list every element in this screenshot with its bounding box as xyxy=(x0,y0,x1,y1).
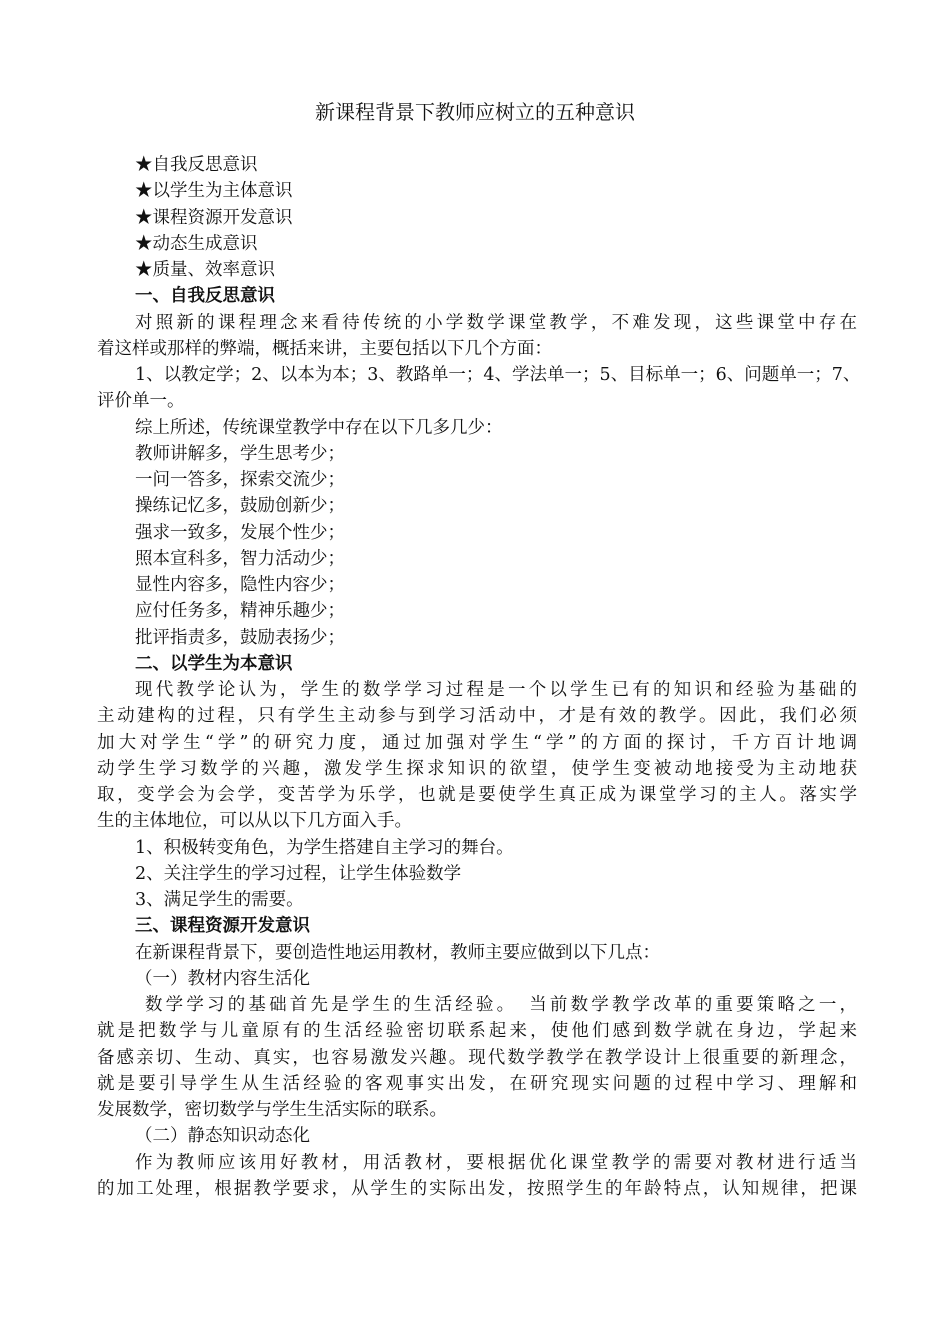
paragraph-line: 着这样或那样的弊端，概括来讲，主要包括以下几个方面： xyxy=(97,338,552,359)
list-item: 显性内容多，隐性内容少； xyxy=(135,575,345,595)
section-heading: 一、自我反思意识 xyxy=(135,286,275,307)
list-item: 应付任务多，精神乐趣少； xyxy=(135,601,345,622)
paragraph-line: 取，变学会为会学，变苦学为乐学，也就是要使学生真正成为课堂学习的主人。落实学 xyxy=(97,785,857,805)
paragraph-line: 在新课程背景下，要创造性地运用教材，教师主要应做到以下几点： xyxy=(135,942,660,963)
paragraph-line: 生的主体地位，可以从以下几方面入手。 xyxy=(97,811,412,832)
paragraph-line: 现代教学论认为，学生的数学学习过程是一个以学生已有的知识和经验为基础的 xyxy=(135,680,857,700)
list-item: 2、关注学生的学习过程，让学生体验数学 xyxy=(135,863,462,884)
paragraph-line: 主动建构的过程，只有学生主动参与到学习活动中，才是有效的教学。因此，我们必须 xyxy=(97,706,857,727)
document-body xyxy=(97,152,861,1202)
summary-item: ★以学生为主体意识 xyxy=(135,181,293,202)
paragraph-line: 动学生学习数学的兴趣，激发学生探求知识的欲望，使学生变被动地接受为主动地获 xyxy=(97,758,857,779)
subsection-heading: （一）教材内容生活化 xyxy=(135,968,310,989)
list-item: 批评指责多，鼓励表扬少； xyxy=(135,627,345,648)
paragraph-line: 的加工处理，根据教学要求，从学生的实际出发，按照学生的年龄特点，认知规律，把课 xyxy=(97,1178,857,1199)
paragraph-line: 加大对学生“学”的研究力度，通过加强对学生“学”的方面的探讨，千方百计地调 xyxy=(97,732,857,753)
list-item: 1、积极转变角色，为学生搭建自主学习的舞台。 xyxy=(135,837,514,858)
paragraph-line: 对照新的课程理念来看待传统的小学数学课堂教学，不难发现，这些课堂中存在 xyxy=(135,312,857,333)
list-item: 3、满足学生的需要。 xyxy=(135,890,304,910)
paragraph-line: 评价单一。 xyxy=(97,391,185,412)
paragraph-line: 综上所述，传统课堂教学中存在以下几多几少： xyxy=(135,417,503,438)
paragraph-line: 数学学习的基础首先是学生的生活经验。 当前数学教学改革的重要策略之一， xyxy=(145,995,857,1015)
section-heading: 二、以学生为本意识 xyxy=(135,653,293,674)
paragraph-line: 就是把数学与儿童原有的生活经验密切联系起来，使他们感到数学就在身边，学起来 xyxy=(97,1021,857,1042)
document-title: 新课程背景下教师应树立的五种意识 xyxy=(315,100,635,124)
summary-item: ★动态生成意识 xyxy=(135,233,258,254)
list-item: 一问一答多，探索交流少； xyxy=(135,470,345,490)
list-item: 照本宣科多，智力活动少； xyxy=(135,548,345,569)
subsection-heading: （二）静态知识动态化 xyxy=(135,1126,310,1147)
summary-item: ★课程资源开发意识 xyxy=(135,207,293,228)
list-item: 操练记忆多，鼓励创新少； xyxy=(135,496,345,517)
summary-item: ★自我反思意识 xyxy=(135,155,258,175)
paragraph-line: 发展数学，密切数学与学生生活实际的联系。 xyxy=(97,1100,447,1120)
section-heading: 三、课程资源开发意识 xyxy=(135,916,310,937)
list-item: 强求一致多，发展个性少； xyxy=(135,522,345,543)
paragraph-line: 作为教师应该用好教材，用活教材，要根据优化课堂教学的需要对教材进行适当 xyxy=(135,1152,857,1173)
paragraph-line: 就是要引导学生从生活经验的客观事实出发，在研究现实问题的过程中学习、理解和 xyxy=(97,1073,857,1094)
list-item: 教师讲解多，学生思考少； xyxy=(135,443,345,464)
paragraph-line: 1、以教定学；2、以本为本；3、教路单一；4、学法单一；5、目标单一；6、问题单一；7、 xyxy=(135,365,861,385)
summary-item: ★质量、效率意识 xyxy=(135,260,275,280)
paragraph-line: 备感亲切、生动、真实，也容易激发兴趣。现代数学教学在教学设计上很重要的新理念， xyxy=(97,1047,857,1068)
